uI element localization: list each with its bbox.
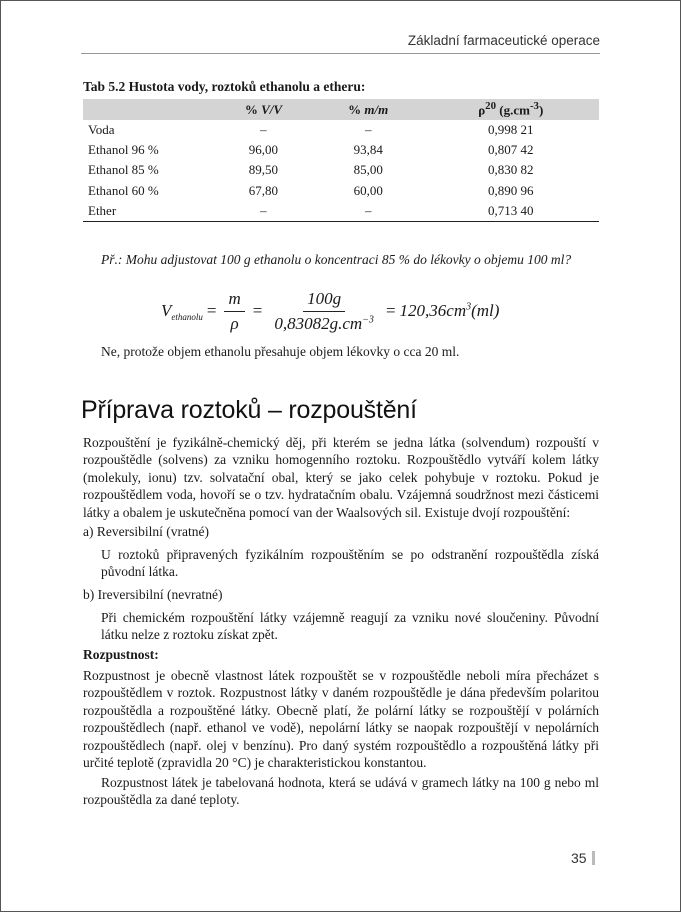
table-cell: Ethanol 85 %: [88, 162, 159, 178]
table-cell: –: [364, 122, 372, 138]
table-cell: 0,713 40: [423, 201, 599, 222]
table-header-row: [83, 99, 599, 120]
formula-lhs: $V_{ethanolu}$: [161, 300, 203, 322]
list-item-label-a: a) Reversibilní (vratné): [83, 524, 209, 539]
density-table: [83, 99, 599, 222]
table-row: [83, 120, 599, 140]
formula-equals: =: [385, 301, 396, 320]
table-cell: Ethanol 60 %: [88, 182, 159, 198]
formula-result: $120,36cm^3(ml)$: [399, 301, 500, 320]
table-cell: 0,998 21: [488, 122, 534, 138]
formula-equals: =: [252, 301, 263, 320]
formula-fraction-mass-density: $\frac{m}{\rho}$: [224, 289, 244, 334]
solubility-paragraph: Rozpustnost je obecně vlastnost látek rozpouštět se v rozpouštědle neboli míra přecházet s rozpouštědlem v roztok. Rozpustnost látky v daném rozpouštědle je dána především polaritou rozpouštědla a rozpouštěné látky. Obecně platí, že polární látky se rozpouštějí v polárních rozpouštědlech (např. ethanol ve vodě), nepolární látky se naopak rozpouštějí v nepolárních rozpouštědlech (např. olej v benzínu). Pro daný systém rozpouštědlo a rozpouštěná látky při určité teplotě (zpravidla 20 °C) je charakteristickou konstantou.: [83, 668, 599, 771]
list-item-label-b: b) Ireversibilní (nevratné): [83, 587, 223, 602]
subheading-solubility: Rozpustnost:: [83, 647, 159, 662]
volume-formula: [161, 286, 499, 336]
example-question: Př.: Mohu adjustovat 100 g ethanolu o koncentraci 85 % do lékovky o objemu 100 ml?: [101, 252, 572, 267]
page-marker-bar: [592, 851, 595, 865]
table-row: [83, 160, 599, 180]
table-cell: –: [314, 201, 423, 222]
table-caption: Tab 5.2 Hustota vody, roztoků ethanolu a etheru:: [83, 79, 366, 94]
table-cell: 0,830 82: [488, 162, 534, 178]
section-title: Příprava roztoků – rozpouštění: [81, 396, 417, 424]
table-cell: 0,890 96: [488, 182, 534, 198]
column-header-name: [83, 99, 213, 120]
table-cell: 89,50: [248, 162, 279, 178]
formula-equals: =: [206, 301, 217, 320]
table-cell: 60,00: [353, 182, 383, 198]
table-cell: 85,00: [353, 162, 383, 178]
tabulated-paragraph: Rozpustnost látek je tabelovaná hodnota, která se udává v gramech látky na 100 g nebo ml rozpouštědla za dané teploty.: [83, 775, 599, 808]
table-cell: 67,80: [248, 182, 279, 198]
table-cell: 0,807 42: [488, 142, 534, 158]
table-cell: –: [213, 201, 314, 222]
table-cell: Ethanol 96 %: [88, 142, 159, 158]
column-header-mm: % m/m: [314, 99, 423, 120]
table-cell: Voda: [88, 122, 115, 138]
list-item-text-a: U roztoků připravených fyzikálním rozpouštěním se po odstranění rozpouštědla získá původní látka.: [101, 547, 599, 580]
running-header: Základní farmaceutické operace: [81, 33, 600, 54]
table-row: [83, 201, 599, 222]
list-item-text-b: Při chemickém rozpouštění látky vzájemně reagují za vzniku nové sloučeniny. Původní látku nelze z roztoku získat zpět.: [101, 610, 599, 643]
table-row: [83, 140, 599, 160]
table-cell: Ether: [83, 201, 213, 222]
table-row: [83, 181, 599, 201]
example-answer: Ne, protože objem ethanolu přesahuje objem lékovky o cca 20 ml.: [101, 344, 460, 359]
table-cell: –: [260, 122, 267, 138]
column-header-density: $\rho^{20}$ $(g.cm^{-3})$: [423, 99, 599, 120]
intro-paragraph: Rozpouštění je fyzikálně-chemický děj, při kterém se jedna látka (solvendum) rozpouští v rozpouštědle (solvens) za vzniku homogenního roztoku. Rozpouštědlo vytváří kolem látky (molekuly, ionu) tzv. solvatační obal, který se jako celek pohybuje v roztoku. Pokud je rozpouštědlem voda, hovoří se o tzv. hydratačním obalu. Vzájemná soudržnost mezi částicemi látky a obalem je uskutečněna pomocí van der Waalsových sil. Existuje dvojí rozpouštění:: [83, 435, 599, 520]
formula-fraction-values: $\frac{100g}{0,83082g.cm^{-3}}$: [274, 288, 374, 333]
column-header-vv: % V/V: [213, 99, 314, 120]
page-number: 35: [571, 850, 595, 866]
table-cell: 96,00: [248, 142, 279, 158]
table-cell: 93,84: [353, 142, 383, 158]
